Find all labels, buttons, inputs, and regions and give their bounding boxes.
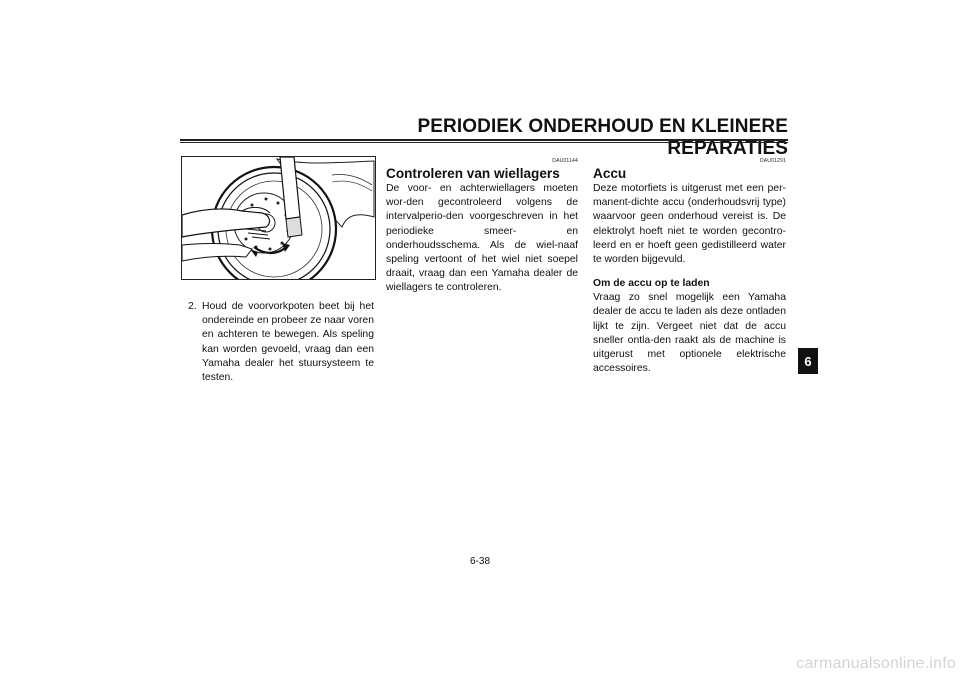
wheel-illustration [181, 156, 376, 280]
step-text: Houd de voorvorkpoten beet bij het ondereinde en probeer ze naar voren en achteren te bewegen. Als speling kan worden gevoeld, vraag dan een Yamaha dealer het stuursysteem te testen. [202, 301, 374, 384]
section-heading: Controleren van wiellagers [386, 166, 560, 181]
section-body: De voor- en achterwiellagers moeten wor-den gecontroleerd volgens de intervalperio-den voorgeschreven in het periodieke smeer- en onderhoudsschema. Als de wiel-naaf speling vertoont of het wiel niet soepel draait, vraag dan een Yamaha dealer de wiellagers te controleren. [386, 183, 578, 294]
section-battery [593, 158, 786, 376]
page-title: PERIODIEK ONDERHOUD EN KLEINERE REPARATIES [417, 116, 788, 159]
sub-body: Vraag zo snel mogelijk een Yamaha dealer de accu te laden als deze ontladen lijkt te zijn. Vergeet niet dat de accu sneller ontla-den raakt als de machine is uitgerust met optionele elektrische accessoires. [593, 292, 786, 375]
page-number: 6-38 [469, 556, 490, 567]
step-2 [188, 300, 374, 385]
reference-code: DAU01291 [759, 158, 786, 164]
sub-heading: Om de accu op te laden [593, 278, 710, 290]
chapter-tab: 6 [798, 348, 818, 374]
wheel-check-illustration-icon [182, 157, 375, 279]
title-rule [180, 139, 788, 143]
section-body: Deze motorfiets is uitgerust met een per-manent-dichte accu (onderhoudsvrij type) waarvoor geen onderhoud vereist is. De elektrolyt hoeft niet te worden gecontro-leerd en er hoeft geen gedistilleerd water te worden bijgevuld. [593, 183, 786, 266]
step-number: 2. [188, 301, 197, 312]
watermark: carmanualsonline.info [796, 655, 956, 672]
section-wheel-bearings [386, 158, 578, 296]
section-heading: Accu [593, 166, 627, 181]
reference-code: DAU01144 [552, 158, 578, 164]
